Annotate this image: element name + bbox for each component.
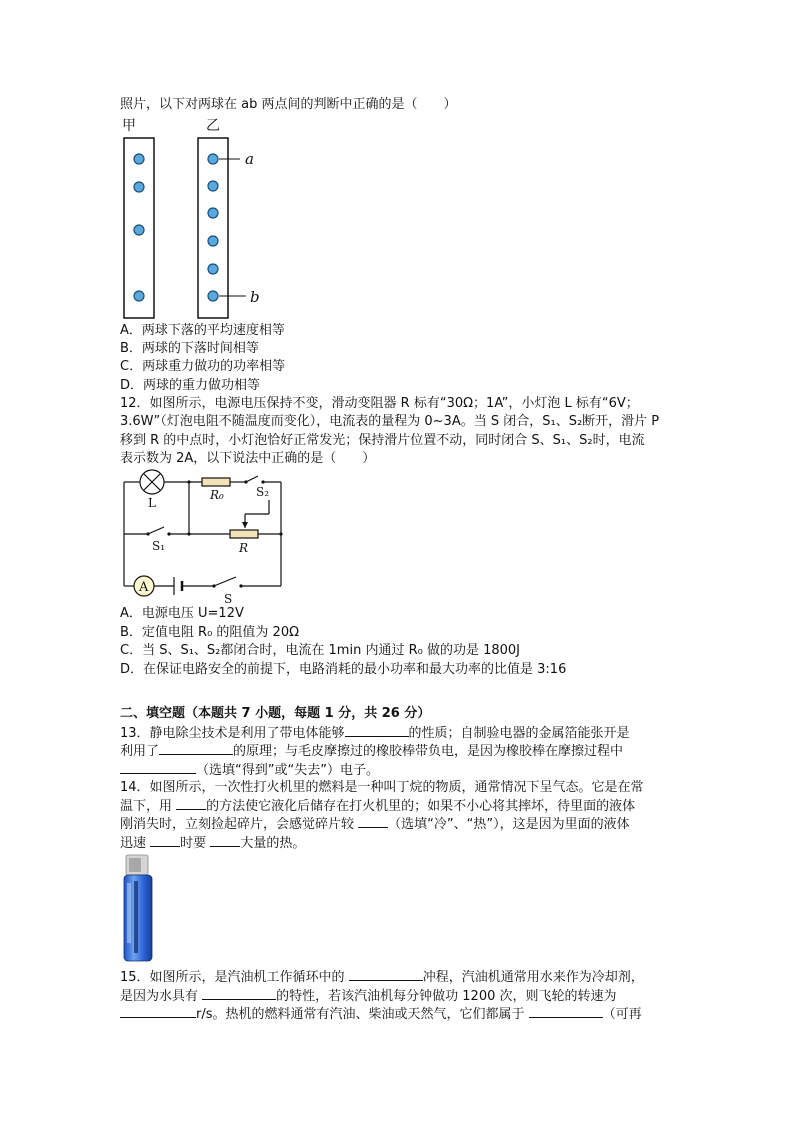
ball-jia-3 bbox=[134, 225, 144, 235]
q12-option-a: A．电源电压 U=12V bbox=[120, 606, 244, 621]
ball-jia-4 bbox=[134, 291, 144, 301]
ball-yi-1 bbox=[208, 154, 218, 164]
label-jia: 甲 bbox=[122, 118, 136, 134]
section-2-title: 二、填空题（本题共 7 小题，每题 1 分，共 26 分） bbox=[120, 706, 431, 721]
label-L: L bbox=[148, 496, 156, 510]
lighter-photo bbox=[120, 853, 156, 963]
resistor-R0 bbox=[202, 478, 230, 486]
q12-option-b: B．定值电阻 R₀ 的阻值为 20Ω bbox=[120, 625, 300, 640]
label-b: b bbox=[250, 288, 260, 306]
q13-line2: 利用了 的原理；与毛皮摩擦过的橡胶棒带负电，是因为橡胶棒在摩擦过程中 bbox=[120, 744, 624, 759]
q12-option-d: D．在保证电路安全的前提下，电路消耗的最小功率和最大功率的比值是 3:16 bbox=[120, 662, 567, 677]
q12-circuit-diagram bbox=[118, 466, 298, 606]
q12-line4: 表示数为 2A，以下说法中正确的是（ ） bbox=[120, 451, 376, 466]
ball-yi-4 bbox=[208, 236, 218, 246]
q14-line4: 迅速 时要 大量的热。 bbox=[120, 836, 306, 851]
label-yi: 乙 bbox=[206, 118, 220, 134]
q11-option-b: B．两球的下落时间相等 bbox=[120, 341, 259, 356]
label-R: R bbox=[239, 541, 249, 555]
q12-line2: 3.6W”（灯泡电阻不随温度而变化），电流表的量程为 0~3A。当 S 闭合，S₁、S₂断开，滑片 P bbox=[120, 414, 660, 429]
label-S: S bbox=[224, 592, 233, 606]
resistor-R bbox=[230, 530, 258, 538]
label-S1: S₁ bbox=[152, 539, 166, 553]
q15-line2: 是因为水具有 的特性，若该汽油机每分钟做功 1200 次，则飞轮的转速为 bbox=[120, 989, 617, 1004]
q14-line3: 刚消失时，立刻捡起碎片，会感觉碎片较 （选填“冷”、“热”），这是因为里面的液体 bbox=[120, 817, 630, 832]
ball-yi-6 bbox=[208, 291, 218, 301]
q11-option-a: A．两球下落的平均速度相等 bbox=[120, 323, 285, 338]
lamp-L bbox=[140, 470, 164, 494]
q14-line1: 14．如图所示，一次性打火机里的燃料是一种叫丁烷的物质，通常情况下呈气态。它是在常 bbox=[120, 780, 644, 795]
q11-stem: 照片，以下对两球在 ab 两点间的判断中正确的是（ ） bbox=[120, 97, 457, 112]
q12-option-c: C．当 S、S₁、S₂都闭合时，电流在 1min 内通过 R₀ 做的功是 1800J bbox=[120, 643, 520, 658]
ball-yi-2 bbox=[208, 181, 218, 191]
label-R0: R₀ bbox=[210, 488, 224, 502]
q15-line1: 15．如图所示，是汽油机工作循环中的 冲程，汽油机通常用水来作为冷却剂， bbox=[120, 970, 644, 985]
q11-option-d: D．两球的重力做功相等 bbox=[120, 378, 261, 393]
q13-line1: 13．静电除尘技术是利用了带电体能够 的性质；自制验电器的金属箔能张开是 bbox=[120, 726, 630, 741]
q11-photo-figure bbox=[118, 114, 278, 324]
q11-option-c: C．两球重力做功的功率相等 bbox=[120, 359, 286, 374]
ball-yi-5 bbox=[208, 264, 218, 274]
label-S2: S₂ bbox=[256, 485, 270, 499]
label-A: A bbox=[139, 580, 149, 595]
q12-line1: 12．如图所示，电源电压保持不变，滑动变阻器 R 标有“30Ω；1A”，小灯泡 L 标有“6V； bbox=[120, 396, 639, 411]
q14-line2: 温下，用 的方法使它液化后储存在打火机里的；如果不小心将其摔坏，待里面的液体 bbox=[120, 799, 636, 814]
q15-line3: r/s。热机的燃料通常有汽油、柴油或天然气，它们都属于 （可再 bbox=[120, 1005, 642, 1024]
ball-jia-1 bbox=[134, 154, 144, 164]
ball-jia-2 bbox=[134, 182, 144, 192]
label-a: a bbox=[245, 150, 254, 168]
q12-line3: 移到 R 的中点时，小灯泡恰好正常发光；保持滑片位置不动，同时闭合 S、S₁、S₂时，电流 bbox=[120, 433, 645, 448]
ball-yi-3 bbox=[208, 208, 218, 218]
q13-line3: （选填“得到”或“失去”）电子。 bbox=[120, 761, 379, 780]
